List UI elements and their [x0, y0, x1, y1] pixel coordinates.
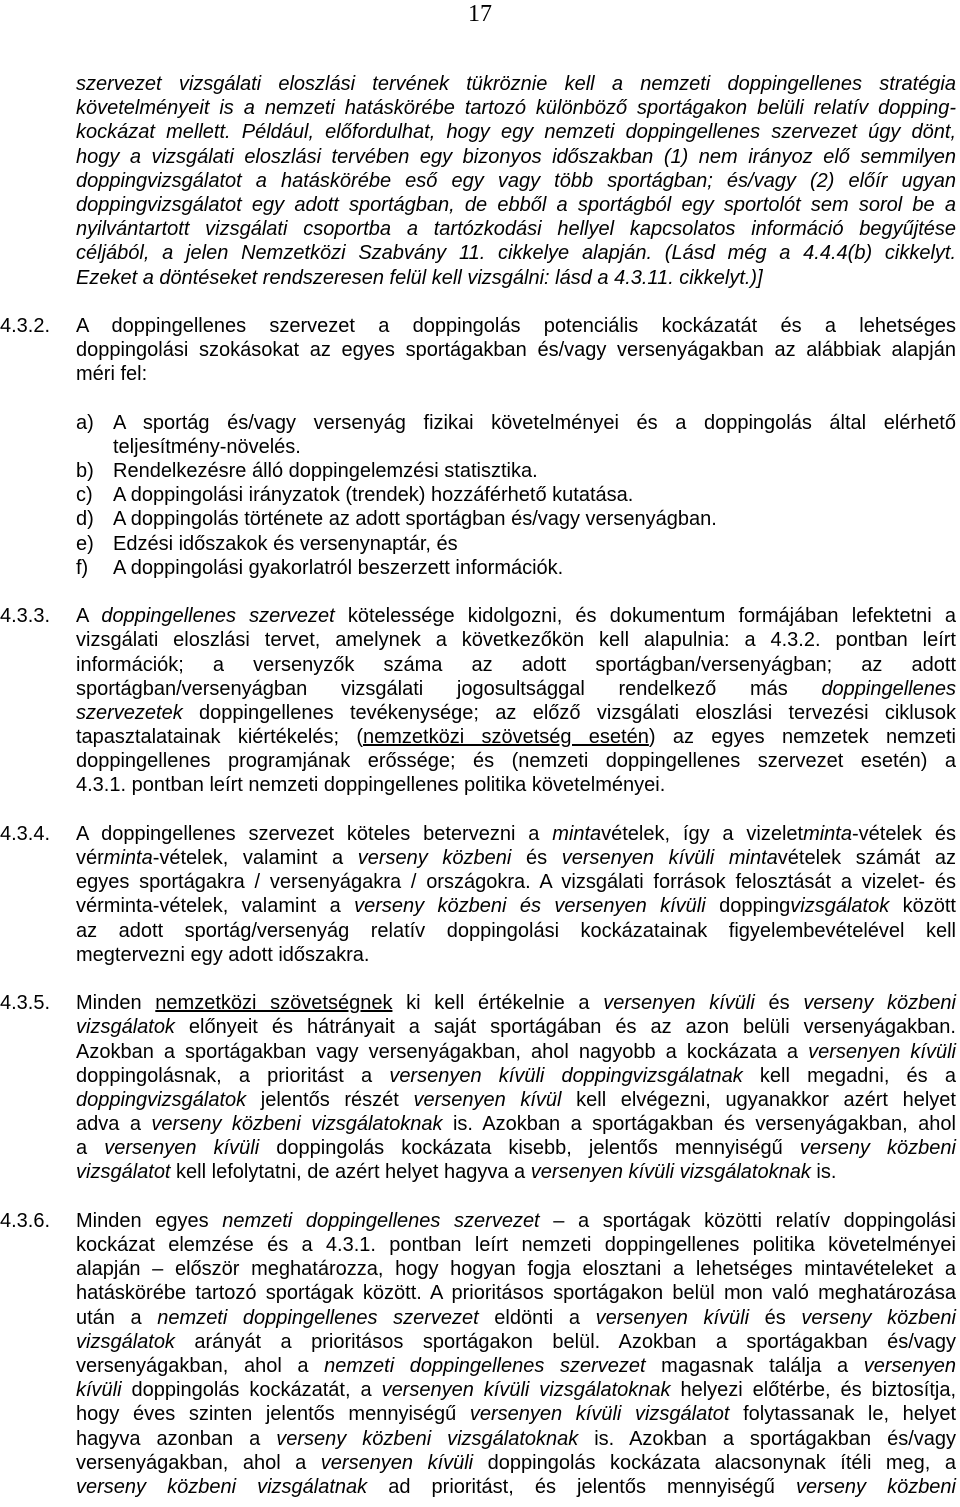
text-run: arányát a prioritásos sportágakon belül. Azokban a sportágakban és/vagy: [174, 1330, 956, 1353]
text-line: [76, 1064, 956, 1088]
italic-text: doppingvizsgálatot egy adott sportágban, de ebből a sportágból egy sportolót sem sorol be a: [76, 193, 956, 216]
text-run: vérminta-vételek, valamint a: [76, 895, 355, 918]
text-run: kötelessége kidolgozni, és dokumentum formájában lefektetni a: [334, 605, 957, 628]
text-run: Azokban a sportágakban vagy versenyágakban, ahol nagyobb a kockázata a: [76, 1040, 809, 1063]
text-line: [76, 943, 956, 967]
text-run: sportágban/versenyágban vizsgálati jogosultsággal rendelkező más: [76, 677, 822, 700]
paragraph-text: [76, 72, 956, 290]
text-run: A doppingolás története az adott sportágban és/vagy versenyágban.: [113, 508, 717, 531]
list-item-label: a): [76, 411, 94, 434]
text-run: adva a: [76, 1113, 152, 1136]
italic-text: verseny közbeni: [803, 992, 956, 1015]
text-line: [76, 846, 956, 870]
text-line: [76, 870, 956, 894]
list-item: [76, 556, 956, 580]
italic-text: versenyen kívüli: [808, 1040, 957, 1063]
italic-text: minta: [803, 822, 852, 845]
text-run: egyes sportágakra / versenyágakra / országokra. A vizsgálati források felosztását a vizelet- és: [76, 871, 956, 894]
text-line: [76, 1209, 956, 1233]
text-run: is. Azokban a sportágakban és/vagy: [578, 1427, 957, 1450]
italic-text: verseny közbeni vizsgálatnak: [76, 1475, 368, 1498]
text-run: hatáskörébe tartozó sportágak között. A prioritásos sportágakon belül mon való meghatározása: [76, 1282, 956, 1305]
text-line: [113, 532, 956, 556]
text-run: 4.3.1. pontban leírt nemzeti doppingellenes politika követelményei.: [76, 774, 666, 797]
italic-text: vizsgálatok: [76, 1330, 175, 1353]
list-item-text: [113, 459, 956, 483]
text-line: [113, 411, 956, 435]
list-item-label: c): [76, 484, 93, 507]
text-run: magasnak találja a: [645, 1354, 864, 1377]
text-line: [76, 749, 956, 773]
text-run: ) az egyes nemzetek nemzeti: [648, 726, 956, 749]
text-run: között: [889, 895, 956, 918]
text-line: [76, 96, 956, 120]
list-item-text: [113, 411, 956, 459]
section-text: [76, 991, 956, 1185]
italic-text: versenyen kívüli doppingvizsgálatnak: [389, 1064, 743, 1087]
italic-text: versenyen kívüli: [104, 1137, 260, 1160]
text-line: [76, 1427, 956, 1451]
text-line: [76, 1160, 956, 1184]
text-run: versenyágakban, ahol a: [76, 1354, 325, 1377]
page-number: 17: [468, 1, 492, 27]
text-run: Edzési időszakok és versenynaptár, és: [113, 532, 458, 555]
text-run: is.: [810, 1161, 837, 1184]
list-item: [76, 483, 956, 507]
text-run: doppingolás kockázatát, a: [121, 1379, 382, 1402]
list-item-text: [113, 532, 956, 556]
section-text: [76, 1209, 956, 1499]
list-item-label: d): [76, 508, 94, 531]
list-item-text: [113, 507, 956, 531]
text-line: [76, 822, 956, 846]
section-4-3-2: [0, 314, 960, 580]
text-run: jelentős részét: [246, 1088, 414, 1111]
text-run: vételek, így a vizelet: [601, 822, 804, 845]
text-line: [113, 556, 956, 580]
italic-text: nemzeti doppingellenes szervezet: [222, 1209, 540, 1232]
text-run: kell megadni, és a: [742, 1064, 956, 1087]
italic-text: doppingellenes: [821, 677, 956, 700]
text-run: méri fel:: [76, 363, 148, 386]
text-run: hogy éves szinten jelentős mennyiségű: [76, 1403, 470, 1426]
text-run: doppingolás kockázata alacsonynak ítéli meg, a: [473, 1451, 956, 1474]
text-run: eldönti a: [478, 1306, 596, 1329]
italic-text: vizsgálatot: [76, 1161, 171, 1184]
italic-text: hogy a vizsgálati eloszlási tervében egy bizonyos időszakban (1) nem irányoz elő semmilyen: [76, 145, 956, 168]
text-line: [76, 217, 956, 241]
text-run: és: [511, 847, 562, 869]
page-body: [0, 72, 960, 1499]
text-run: A doppingolási irányzatok (trendek) hozzáférhető kutatása.: [113, 484, 634, 507]
text-line: [113, 459, 956, 483]
text-line: [76, 1040, 956, 1064]
text-run: helyezi előtérbe, és biztosítja,: [670, 1379, 957, 1402]
italic-text: doppingvizsgálatot a hatáskörébe eső egy vagy több sportágban; és/vagy (2) előír ugyan: [76, 169, 956, 192]
list-item: [76, 507, 956, 531]
text-run: kell elvégezni, ugyanakkor azért helyet: [561, 1088, 956, 1111]
text-run: A doppingellenes szervezet köteles betervezni a: [76, 822, 553, 845]
section-number: 4.3.2.: [0, 314, 51, 337]
text-line: [76, 677, 956, 701]
italic-text: minta: [552, 822, 602, 845]
list-item-label: f): [76, 556, 89, 579]
text-run: az adott sportág/versenyág relatív doppingolási kockázatainak figyelembevételével kell: [76, 919, 956, 942]
italic-text: verseny közbeni: [795, 1475, 957, 1498]
text-run: A doppingolási gyakorlatról beszerzett információk.: [113, 556, 564, 579]
text-line: [76, 193, 956, 217]
italic-text: nemzeti doppingellenes szervezet: [157, 1306, 479, 1329]
text-run: alapján – először meghatározza, hogy hogyan fogja elosztani a lehetséges mintavételeket a: [76, 1258, 956, 1281]
text-line: [76, 338, 956, 362]
section-4-3-3: [0, 604, 960, 798]
text-run: A sportág és/vagy versenyág fizikai követelményei és a doppingolás által elérhető: [113, 411, 956, 434]
text-run: megtervezni egy adott időszakra.: [76, 943, 370, 966]
text-run: doppingolás kockázata kisebb, jelentős mennyiségű: [259, 1137, 800, 1160]
text-line: [76, 1015, 956, 1039]
text-line: [76, 653, 956, 677]
text-run: Rendelkezésre álló doppingelemzési statisztika.: [113, 460, 538, 482]
italic-text: céljából, a jelen Nemzetközi Szabvány 11. cikkelye alapján. (Lásd még a 4.4.4(b) cikkelyt.: [76, 242, 956, 265]
text-run: hagyva azonban a: [76, 1427, 277, 1450]
text-line: [76, 145, 956, 169]
text-run: doppingolásnak, a prioritást a: [76, 1064, 390, 1087]
text-line: [76, 1233, 956, 1257]
text-run: -vételek, valamint a: [152, 847, 358, 869]
italic-text: versenyen kívüli: [595, 1306, 750, 1329]
text-run: vér: [76, 847, 104, 869]
italic-text: versenyen kívüli: [320, 1451, 474, 1474]
text-line: [76, 1257, 956, 1281]
list-item-label: b): [76, 460, 94, 482]
section-4-3-5: [0, 991, 960, 1185]
text-line: [76, 628, 956, 652]
section-text: [76, 604, 956, 798]
text-run: Minden: [76, 992, 156, 1015]
underlined-text: nemzetközi szövetség esetén: [362, 726, 649, 749]
text-run: ad prioritást, és jelentős mennyiségű: [367, 1475, 796, 1498]
italic-text: minta: [103, 847, 153, 869]
italic-text: szervezetek: [76, 701, 183, 724]
italic-text: versenyen kívüli vizsgálatot: [469, 1403, 730, 1426]
italic-text: versenyen: [863, 1354, 956, 1377]
list-item: [76, 532, 956, 556]
italic-text: verseny közbeni és versenyen kívüli: [354, 895, 706, 918]
text-run: után a: [76, 1306, 158, 1329]
text-line: [76, 266, 956, 290]
text-line: [76, 1354, 956, 1378]
text-line: [113, 435, 956, 459]
text-line: [113, 483, 956, 507]
text-line: [76, 241, 956, 265]
text-run: és: [754, 992, 804, 1015]
text-line: [113, 507, 956, 531]
text-run: vizsgálati eloszlási tervet, amelynek a következőkön kell alapulnia: a 4.3.2. pontban leírt: [76, 629, 956, 652]
text-line: [76, 1378, 956, 1402]
section-text: [76, 314, 956, 580]
italic-text: versenyen kívüli vizsgálatoknak: [530, 1161, 811, 1184]
text-line: [76, 314, 956, 338]
text-run: A: [76, 605, 102, 628]
italic-text: szervezet vizsgálati eloszlási tervének tükröznie kell a nemzeti doppingellenes stratégia: [76, 73, 956, 95]
text-line: [76, 169, 956, 193]
list-item-label: e): [76, 532, 94, 555]
italic-text: versenyen kívüli minta: [561, 847, 778, 869]
section-number: 4.3.5.: [0, 992, 51, 1015]
italic-text: követelményeit is a nemzeti hatáskörébe tartozó különböző sportágakon belüli relatív dopping-: [76, 97, 956, 120]
italic-text: versenyen kívül: [413, 1088, 562, 1111]
italic-text: nyilvántartott vizsgálati csoportba a tartózkodási hellyel kapcsolatos információ begyűjtése: [76, 218, 956, 241]
italic-text: kockázat mellett. Például, előfordulhat, hogy egy nemzeti doppingellenes szervezet úgy dönt,: [76, 121, 956, 144]
section-number: 4.3.4.: [0, 822, 51, 845]
text-line: [76, 1088, 956, 1112]
text-run: és: [749, 1306, 802, 1329]
text-line: [76, 1306, 956, 1330]
text-line: [76, 120, 956, 144]
italic-text: vizsgálatok: [790, 895, 890, 918]
section-number: 4.3.3.: [0, 605, 51, 628]
text-line: [76, 362, 956, 386]
enumerated-list: [76, 411, 956, 580]
list-item: [76, 411, 956, 459]
text-run: -vételek és: [851, 822, 956, 845]
list-item-text: [113, 556, 956, 580]
italic-text: doppingvizsgálatok: [76, 1088, 247, 1111]
text-line: [76, 919, 956, 943]
text-line: [76, 701, 956, 725]
list-item-text: [113, 483, 956, 507]
italic-text: kívüli: [76, 1379, 122, 1402]
text-run: tapasztalatainak kiértékelés; (: [76, 726, 363, 749]
text-line: [76, 72, 956, 96]
text-run: doppingellenes programjának erőssége; és (nemzeti doppingellenes szervezet esetén) a: [76, 750, 956, 773]
text-run: A doppingellenes szervezet a doppingolás potenciális kockázatát és a lehetséges: [76, 314, 956, 337]
text-run: doppingellenes tevékenysége; az előző vizsgálati eloszlási tervezési ciklusok: [182, 701, 956, 724]
section-number: 4.3.6.: [0, 1209, 51, 1232]
italic-text: verseny közbeni vizsgálatoknak: [276, 1427, 579, 1450]
text-run: versenyágakban, ahol a: [76, 1451, 321, 1474]
text-line: [76, 773, 956, 797]
text-run: kockázat elemzése és a 4.3.1. pontban leírt nemzeti doppingellenes politika követelményei: [76, 1234, 956, 1256]
section-4-3-4: [0, 822, 960, 967]
underlined-text: nemzetközi szövetségnek: [155, 992, 393, 1015]
italic-text: versenyen kívüli: [603, 992, 755, 1015]
text-run: folytassanak le, helyet: [729, 1403, 956, 1426]
text-line: [76, 1451, 956, 1475]
section-4-3-6: [0, 1209, 960, 1499]
text-line: [76, 604, 956, 628]
italic-text: verseny közbeni: [801, 1306, 956, 1329]
italic-text: verseny közbeni: [799, 1137, 956, 1160]
text-run: doppingolási szokásokat az egyes sportágakban és/vagy versenyágakban az alábbiak alapján: [76, 339, 956, 362]
text-run: – a sportágak közötti relatív doppingolási: [539, 1209, 956, 1232]
text-run: dopping: [705, 895, 791, 918]
text-line: [76, 1330, 956, 1354]
italic-text: versenyen kívüli vizsgálatoknak: [381, 1379, 671, 1402]
text-run: információk; a versenyzők száma az adott sportágban/versenyágban; az adott: [76, 653, 956, 676]
italic-text: vizsgálatok: [76, 1016, 175, 1039]
text-line: [76, 1402, 956, 1426]
text-run: Minden egyes: [76, 1209, 223, 1232]
text-run: kell lefolytatni, de azért helyet hagyva a: [170, 1161, 531, 1184]
text-run: a: [76, 1137, 105, 1160]
text-line: [76, 1112, 956, 1136]
list-item: [76, 459, 956, 483]
italic-text: doppingellenes szervezet: [101, 605, 335, 628]
italic-text: Ezeket a döntéseket rendszeresen felül kell vizsgálni: lásd a 4.3.11. cikkelyt.)]: [76, 266, 763, 289]
text-run: vételek számát az: [777, 847, 956, 869]
italic-text: nemzeti doppingellenes szervezet: [324, 1354, 646, 1377]
text-line: [76, 991, 956, 1015]
text-line: [76, 1281, 956, 1305]
italic-text: verseny közbeni: [357, 847, 512, 869]
text-line: [76, 1475, 956, 1499]
text-run: ki kell értékelnie a: [392, 992, 604, 1015]
text-line: [76, 1136, 956, 1160]
section-text: [76, 822, 956, 967]
continued-paragraph: [0, 72, 960, 290]
text-line: [76, 725, 956, 749]
text-line: [76, 894, 956, 918]
italic-text: verseny közbeni vizsgálatoknak: [151, 1113, 443, 1136]
text-run: teljesítmény-növelés.: [113, 435, 301, 458]
text-run: is. Azokban a sportágakban és versenyágakban, ahol: [442, 1113, 956, 1136]
text-run: előnyeit és hátrányait a saját sportágában és az azon belüli versenyágakban.: [174, 1016, 956, 1039]
